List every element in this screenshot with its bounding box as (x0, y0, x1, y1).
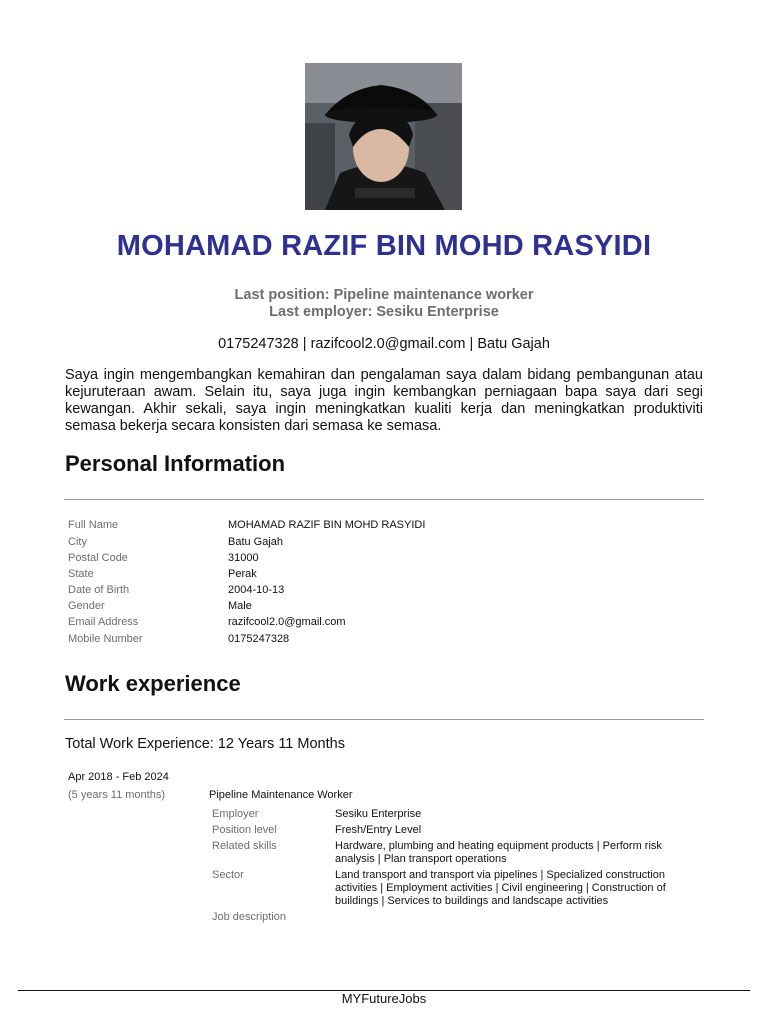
contact-line: 0175247328 | razifcool2.0@gmail.com | Batu Gajah (218, 336, 550, 352)
job-detail-value: Sesiku Enterprise (335, 808, 422, 820)
job-duration: (5 years 11 months) (68, 789, 166, 801)
info-value: 31000 (228, 552, 259, 564)
info-value: Male (228, 600, 252, 612)
work-experience-divider (64, 719, 704, 720)
job-dates: Apr 2018 - Feb 2024 (68, 771, 169, 783)
job-detail-label: Sector (212, 869, 244, 881)
job-detail-label: Position level (212, 824, 277, 836)
info-label: Postal Code (68, 552, 128, 564)
candidate-name: MOHAMAD RAZIF BIN MOHD RASYIDI (116, 230, 652, 262)
info-row-state (68, 566, 668, 582)
job-detail-value: Land transport and transport via pipelines | Specialized construction activities | Employment activities | Civil engineering | Construction of buildings | Services to buildings and landscape activities (335, 869, 666, 907)
info-value: 0175247328 (228, 633, 290, 645)
job-detail-label: Related skills (212, 840, 277, 852)
info-label: City (68, 536, 87, 548)
last-employer: Last employer: Sesiku Enterprise (269, 304, 499, 320)
total-work-experience: Total Work Experience: 12 Years 11 Months (65, 736, 345, 752)
info-value: MOHAMAD RAZIF BIN MOHD RASYIDI (228, 519, 426, 531)
info-value: Batu Gajah (228, 536, 284, 548)
personal-info-divider (64, 499, 704, 500)
info-value: 2004-10-13 (228, 584, 285, 596)
last-position-block (0, 287, 768, 321)
info-row-gender (68, 598, 668, 614)
info-label: State (68, 568, 94, 580)
info-value: razifcool2.0@gmail.com (228, 616, 346, 628)
info-value: Perak (228, 568, 257, 580)
info-row-date-of-birth (68, 582, 668, 598)
info-row-mobile (68, 631, 668, 647)
job-detail-value: Hardware, plumbing and heating equipment products | Perform risk analysis | Plan transport operations (335, 840, 662, 865)
job-title: Pipeline Maintenance Worker (209, 789, 353, 801)
info-label: Full Name (68, 519, 119, 531)
info-row-full-name (68, 517, 668, 533)
info-row-city (68, 534, 668, 550)
job-detail-label: Job description (212, 911, 286, 923)
job-detail-label: Employer (212, 808, 259, 820)
career-summary: Saya ingin mengembangkan kemahiran dan pengalaman saya dalam bidang pembangunan atau kejuruteraan awam. Selain itu, saya juga ingin kembangkan perniagaan bapa saya dari segi kewangan. Akhir sekali, saya ingin meningkatkan kualiti kerja dan meningkatkan produktiviti semasa bekerja secara konsisten dari semasa ke semasa. (65, 367, 703, 434)
info-row-email (68, 614, 668, 630)
info-row-postal-code (68, 550, 668, 566)
work-experience-heading: Work experience (65, 671, 241, 696)
personal-info-heading: Personal Information (65, 451, 286, 476)
footer-brand: MYFutureJobs (341, 991, 427, 1006)
job-detail-value: Fresh/Entry Level (335, 824, 422, 836)
profile-photo (305, 63, 462, 210)
last-position: Last position: Pipeline maintenance worker (234, 287, 534, 303)
info-label: Gender (68, 600, 105, 612)
info-label: Mobile Number (68, 633, 143, 645)
info-label: Email Address (68, 616, 139, 628)
info-label: Date of Birth (68, 584, 130, 596)
